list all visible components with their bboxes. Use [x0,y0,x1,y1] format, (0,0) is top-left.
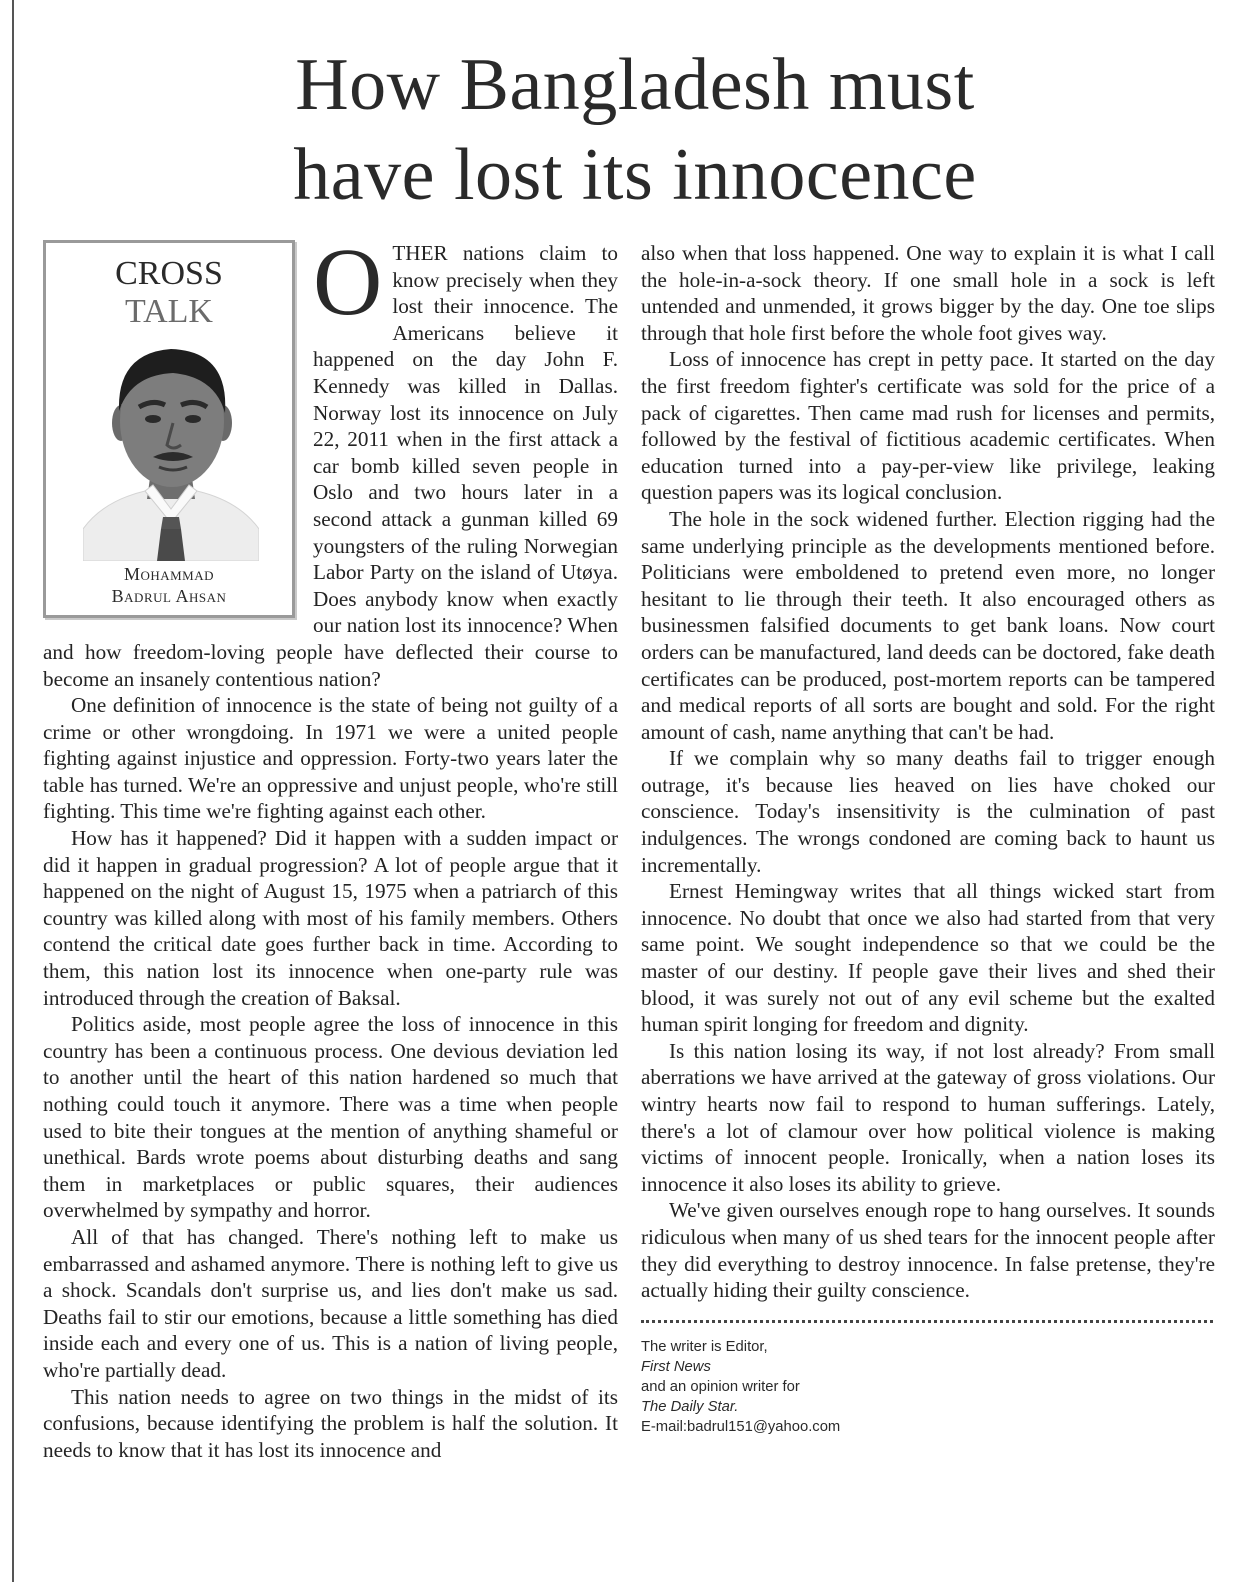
footnote-publication-2: The Daily Star. [641,1398,739,1415]
footnote-prefix: The writer is Editor, [641,1338,768,1355]
body-paragraph: The hole in the sock widened further. Election rigging had the same underlying principle as the developments mentioned before. Politicians were emboldened to pretend even more, no longer hesitant to lie through their teeth. It also encouraged others as businessmen falsified documents to get bank loans. Now court orders can be manufactured, land deeds can be doctored, fake death certificates can be produced, post-mortem reports can be tampered and medical reports of all sorts are bought and sold. For the right amount of cash, name anything that can't be had. [641,506,1215,744]
author-byline [46,563,292,607]
body-paragraph: We've given ourselves enough rope to hang ourselves. It sounds ridiculous when many of us shed tears for the innocent people after they did everything to destroy innocence. In false pretense, they're actually hiding their guilty conscience. [641,1198,1215,1303]
body-paragraph: All of that has changed. There's nothing left to make us embarrassed and ashamed anymore. There is nothing left to give us a shock. Scandals don't surprise us, and lies don't make us sad. Deaths fail to stir our emotions, because a little something has died inside each and every one of us. This is a nation of living people, who're partially dead. [43,1224,618,1382]
body-paragraph: One definition of innocence is the state of being not guilty of a crime or other wrongdoing. In 1971 we were a united people fighting against injustice and oppression. Forty-two years later the table has turned. We're an oppressive and unjust people, who're still fighting. This time we're fighting against each other. [43,693,618,824]
drop-cap: O [313,240,383,335]
cross-talk-column-box [43,240,295,618]
author-portrait [83,333,259,561]
lede-text: nations claim to know precisely when they lost their innocence. The Americans believe it happened on the day John F. Kennedy was killed in Dallas. Norway lost its innocence on July 22, 2011 when in the first attack a car bomb killed seven people in Oslo and two hours later in a second attack a gunman killed 69 youngsters of the ruling Norwegian Labor Party on the island of Utøya. Does anybody know when exactly our nation lost its innocence? When and how freedom-loving people have deflected their course to become an insanely contentious nation? [43,241,618,691]
body-paragraph: Ernest Hemingway writes that all things wicked start from innocence. No doubt that once we also had started from that very same point. We sought independence so that we could be the master of our destiny. If people gave their lives and shed their blood, it was surely not out of any evil scheme but the exalted human spirit longing for freedom and dignity. [641,879,1215,1037]
body-paragraph: How has it happened? Did it happen with a sudden impact or did it happen in gradual progression? A lot of people argue that it happened on the night of August 15, 1975 when a patriarch of this country was killed along with most of his family members. Others contend the critical date goes further back in time. According to them, this nation lost its innocence when one-party rule was introduced through the creation of Baksal. [43,826,618,1010]
body-paragraph: This nation needs to agree on two things in the midst of its confusions, because identifying the problem is half the solution. It needs to know that it has lost its innocence and [43,1384,618,1462]
headline-line-2: have lost its innocence [293,134,977,216]
body-paragraph: Politics aside, most people agree the loss of innocence in this country has been a continuous process. One devious deviation led to another until the heart of this nation hardened so much that nothing could touch it anymore. There was a time when people used to bite their tongues at the mention of anything shameful or unethical. Bards wrote poems about disturbing deaths and sang them in marketplaces or public squares, their audiences overwhelmed by sympathy and horror. [43,1012,618,1223]
headline-line-1: How Bangladesh must [295,44,975,126]
footnote-middle: and an opinion writer for [641,1378,800,1395]
article-column-right [641,240,1215,1437]
author-name-line-2: Badrul Ahsan [111,586,227,606]
footnote-line-1 [641,1337,1215,1417]
lede-small-caps: THER [392,241,448,265]
column-title-line-2: TALK [125,293,213,330]
page-edge-rule [12,0,14,1582]
body-paragraph: Is this nation losing its way, if not lost already? From small aberrations we have arrived at the gateway of gross violations. Our wintry hearts now fail to respond to human sufferings. Lately, there's a lot of clamour over how political violence is making victims of innocent people. Ironically, when a nation loses its innocence it also loses its ability to grieve. [641,1038,1215,1196]
article-column-left [43,240,618,1582]
continuation-paragraph: also when that loss happened. One way to explain it is what I call the hole-in-a-sock theory. If one small hole in a sock is left untended and unmended, it grows bigger by the day. One toe slips through that hole first before the whole foot gives way. [641,241,1215,345]
author-name-line-1: Mohammad [123,564,215,584]
author-email: E-mail:badrul151@yahoo.com [641,1418,841,1435]
body-paragraph: Loss of innocence has crept in petty pace. It started on the day the first freedom fighter's certificate was sold for the price of a pack of cigarettes. Then came mad rush for licenses and permits, followed by the festival of fictitious academic certificates. When education turned into a pay-per-view like privilege, leaking question papers was its logical conclusion. [641,347,1215,505]
headline [60,40,1210,220]
column-title-line-1: CROSS [115,255,223,292]
author-footnote [641,1337,1215,1437]
dotted-divider [641,1320,1213,1323]
body-paragraph: If we complain why so many deaths fail to trigger enough outrage, it's because lies heaved on lies have choked our conscience. Today's insensitivity is the culmination of past indulgences. The wrongs condoned are coming back to haunt us incrementally. [641,746,1215,877]
footnote-publication-1: First News [641,1358,711,1375]
